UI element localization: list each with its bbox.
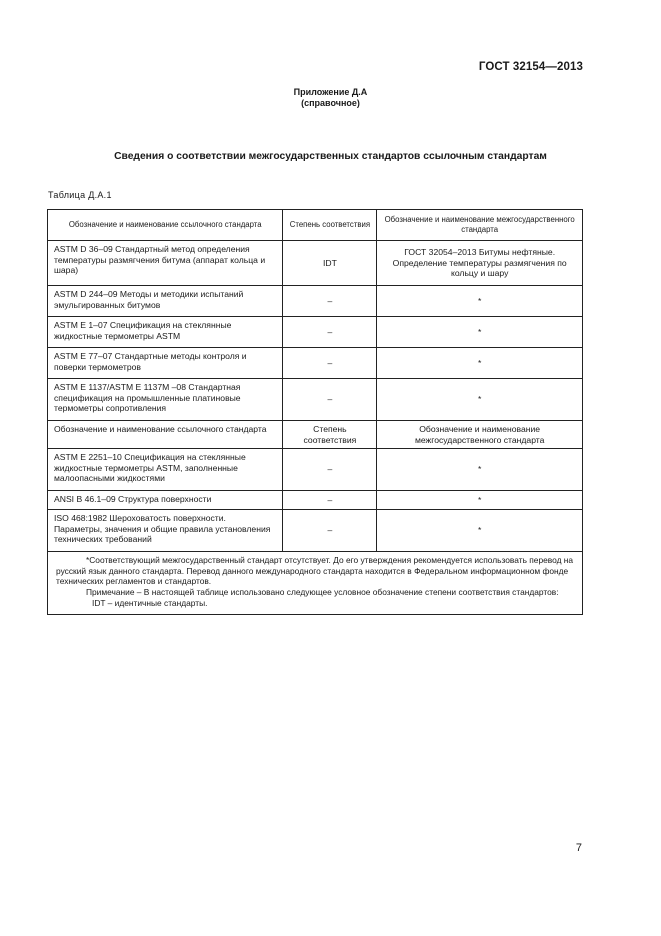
reference-cell: ASTM E 1–07 Спецификация на стеклянные жидкостные термометры ASTM: [48, 317, 283, 348]
section-heading: Сведения о соответствии межгосударственных стандартов ссылочным стандартам: [114, 151, 547, 162]
interstate-cell: *: [377, 286, 583, 317]
table-row: [48, 510, 583, 552]
table-row: [48, 348, 583, 379]
interstate-cell: *: [377, 379, 583, 421]
column-header-reference: Обозначение и наименование ссылочного стандарта: [48, 210, 283, 241]
appendix-block: [0, 87, 661, 109]
interstate-cell: *: [377, 348, 583, 379]
table-caption: Таблица Д.А.1: [48, 190, 112, 200]
degree-cell: –: [283, 379, 377, 421]
degree-cell: –: [283, 510, 377, 552]
table-note-cell: [48, 552, 583, 615]
interstate-cell: *: [377, 491, 583, 510]
degree-cell: –: [283, 491, 377, 510]
appendix-subtitle: (справочное): [301, 98, 360, 108]
page-number: 7: [575, 842, 582, 854]
note-text: Примечание – В настоящей таблице использовано следующее условное обозначение степени соответствия стандартов:: [86, 586, 559, 597]
table-header-row: [48, 210, 583, 241]
degree-cell: –: [283, 317, 377, 348]
table-row: [48, 379, 583, 421]
interstate-cell: ГОСТ 32054–2013 Битумы нефтяные. Определение температуры размягчения по кольцу и шару: [377, 241, 583, 286]
table-repeated-header-row: [48, 421, 583, 449]
interstate-cell: *: [377, 510, 583, 552]
table-row: [48, 241, 583, 286]
document-code: ГОСТ 32154—2013: [478, 61, 583, 73]
repeated-header-reference: Обозначение и наименование ссылочного стандарта: [48, 421, 283, 449]
degree-cell: –: [283, 449, 377, 491]
table-row: [48, 491, 583, 510]
table-row: [48, 449, 583, 491]
interstate-cell: *: [377, 317, 583, 348]
degree-cell: –: [283, 348, 377, 379]
table-row: [48, 286, 583, 317]
reference-cell: ASTM E 1137/ASTM E 1137M –08 Стандартная спецификация на промышленные платиновые термометры сопротивления: [48, 379, 283, 421]
reference-cell: ASTM D 244–09 Методы и методики испытаний эмульгированных битумов: [48, 286, 283, 317]
degree-cell: –: [283, 286, 377, 317]
table-note-row: [48, 552, 583, 615]
table-row: [48, 317, 583, 348]
column-header-interstate: Обозначение и наименование межгосударственного стандарта: [377, 210, 583, 241]
footnote-text: *Соответствующий межгосударственный стандарт отсутствует. До его утверждения рекомендуется использовать перевод на русский язык данного стандарта. Перевод данного международного стандарта находится в Федеральном информационном фонде технических регламентов и стандартов.: [56, 555, 574, 587]
repeated-header-degree: Степень соответствия: [283, 421, 377, 449]
note-item: IDT – идентичные стандарты.: [92, 597, 208, 608]
repeated-header-interstate: Обозначение и наименование межгосударственного стандарта: [377, 421, 583, 449]
appendix-title: Приложение Д.А: [293, 87, 368, 97]
reference-cell: ISO 468:1982 Шероховатость поверхности. Параметры, значения и общие правила установления технических требований: [48, 510, 283, 552]
standards-table: [47, 209, 583, 615]
interstate-cell: *: [377, 449, 583, 491]
reference-cell: ANSI B 46.1–09 Структура поверхности: [48, 491, 283, 510]
degree-cell: IDT: [283, 241, 377, 286]
column-header-degree: Степень соответствия: [283, 210, 377, 241]
reference-cell: ASTM E 77–07 Стандартные методы контроля и поверки термометров: [48, 348, 283, 379]
reference-cell: ASTM E 2251–10 Спецификация на стеклянные жидкостные термометры ASTM, заполненные малоопасными жидкостями: [48, 449, 283, 491]
reference-cell: ASTM D 36–09 Стандартный метод определения температуры размягчения битума (аппарат кольца и шара): [48, 241, 283, 286]
